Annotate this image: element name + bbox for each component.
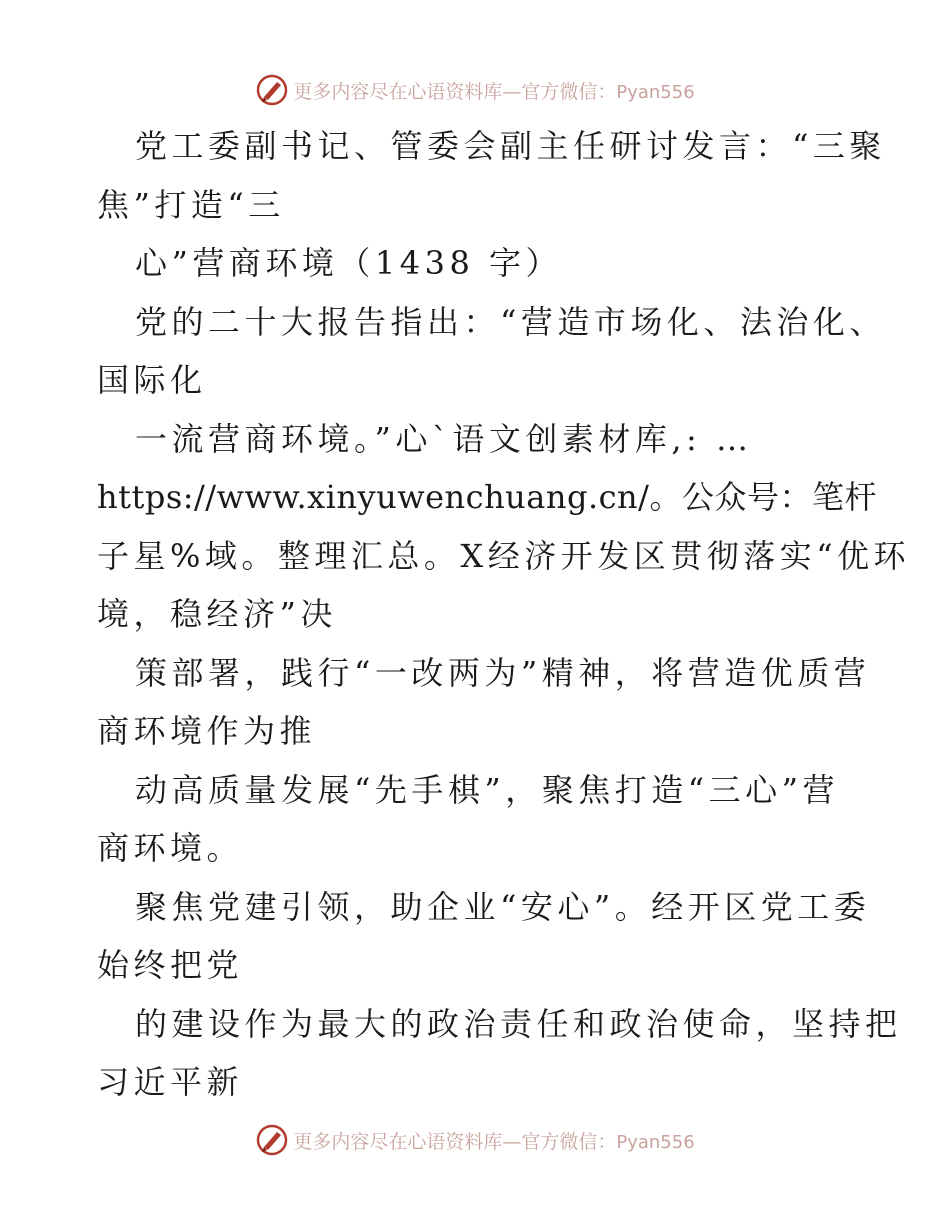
- text-line: 党的二十大报告指出：“营造市场化、法治化、: [135, 302, 886, 341]
- watermark-label: 更多内容尽在心语资料库—官方微信：: [293, 1130, 617, 1153]
- text-line: 子星%域。整理汇总。X经济开发区贯彻落实“优环: [97, 536, 911, 575]
- watermark-text: [293, 1127, 694, 1154]
- text-line: 境，稳经济”决: [97, 595, 337, 633]
- pen-logo-icon: [255, 1123, 289, 1157]
- text-line: 焦”打造“三: [97, 185, 285, 224]
- text-line: 的建设作为最大的政治责任和政治使命，坚持把: [135, 1004, 902, 1043]
- watermark-wechat-id: Pyan556: [616, 81, 695, 103]
- text-line: 商环境。: [97, 829, 244, 867]
- text-line: 始终把党: [97, 946, 244, 984]
- text-line: 聚焦党建引领，助企业“安心”。经开区党工委: [135, 887, 871, 926]
- text-line: 国际化: [97, 361, 207, 399]
- watermark-text: [293, 77, 694, 104]
- header-watermark: [0, 70, 950, 110]
- document-body: [97, 117, 911, 1112]
- text-line: 心”营商环境（1438 字）: [135, 244, 562, 282]
- text-line: 一流营商环境。”心`语文创素材库,: …: [135, 419, 753, 458]
- text-line: 策部署，践行“一改两为”精神，将营造优质营: [135, 653, 871, 692]
- watermark-wechat-id: Pyan556: [616, 1131, 695, 1153]
- text-line: 商环境作为推: [97, 712, 317, 750]
- text-line: https://www.xinyuwenchuang.cn/。公众号：笔杆: [97, 478, 877, 516]
- text-line: 党工委副书记、管委会副主任研讨发言：“三聚: [135, 127, 886, 165]
- pen-logo-icon: [255, 73, 289, 107]
- watermark-label: 更多内容尽在心语资料库—官方微信：: [293, 80, 617, 103]
- text-line: 习近平新: [97, 1063, 244, 1101]
- text-line: 动高质量发展“先手棋”，聚焦打造“三心”营: [135, 770, 839, 809]
- footer-watermark: [0, 1120, 950, 1160]
